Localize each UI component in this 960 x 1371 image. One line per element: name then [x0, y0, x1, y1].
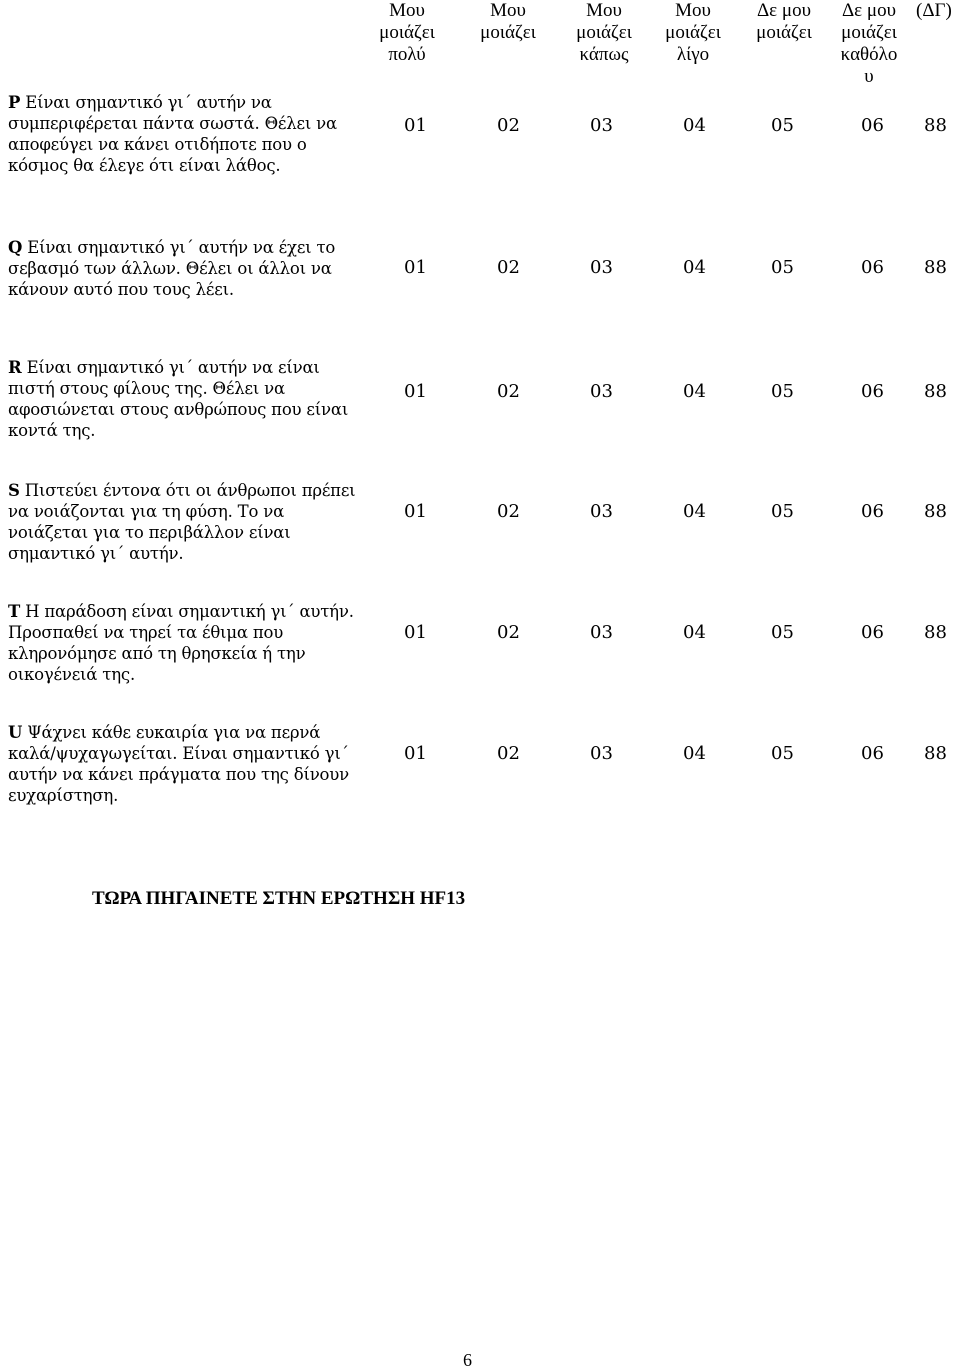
code-06[interactable]: 06	[861, 743, 884, 764]
code-06[interactable]: 06	[861, 257, 884, 278]
code-01[interactable]: 01	[404, 501, 427, 522]
question-text: Η παράδοση είναι σημαντική γι΄ αυτήν. Προσπαθεί να τηρεί τα έθιμα που κληρονόμησε από τη θρησκεία ή την οικογένειά της.	[8, 602, 354, 684]
code-02[interactable]: 02	[497, 257, 520, 278]
response-codes-u	[0, 742, 960, 766]
header-col-a-little-like-me	[655, 0, 731, 66]
response-codes-r	[0, 380, 960, 404]
code-88[interactable]: 88	[924, 115, 947, 136]
question-text: Είναι σημαντικό γι΄ αυτήν να συμπεριφέρεται πάντα σωστά. Θέλει να αποφεύγει να κάνει οτιδήποτε που ο κόσμος θα έλεγε ότι είναι λάθος.	[8, 93, 337, 175]
code-01[interactable]: 01	[404, 381, 427, 402]
header-text: υ	[864, 66, 874, 87]
code-02[interactable]: 02	[497, 622, 520, 643]
code-01[interactable]: 01	[404, 743, 427, 764]
code-02[interactable]: 02	[497, 381, 520, 402]
page-number: 6	[463, 1350, 472, 1370]
code-04[interactable]: 04	[683, 501, 706, 522]
response-codes-p	[0, 114, 960, 138]
header-text: Μου	[675, 0, 711, 21]
header-text: Δε μου	[756, 0, 812, 21]
code-05[interactable]: 05	[771, 115, 794, 136]
code-03[interactable]: 03	[590, 501, 613, 522]
code-04[interactable]: 04	[683, 257, 706, 278]
code-03[interactable]: 03	[590, 743, 613, 764]
header-text: κάπως	[579, 44, 629, 65]
header-text: Δε μου	[841, 0, 897, 21]
code-88[interactable]: 88	[924, 743, 947, 764]
code-03[interactable]: 03	[590, 257, 613, 278]
header-text: Μου	[490, 0, 526, 21]
code-05[interactable]: 05	[771, 257, 794, 278]
header-text: Μου	[389, 0, 425, 21]
response-codes-s	[0, 500, 960, 524]
code-04[interactable]: 04	[683, 622, 706, 643]
question-letter: P	[8, 93, 21, 112]
header-col-like-me	[470, 0, 546, 44]
code-02[interactable]: 02	[497, 501, 520, 522]
code-88[interactable]: 88	[924, 622, 947, 643]
response-codes-q	[0, 256, 960, 280]
code-04[interactable]: 04	[683, 381, 706, 402]
header-text: μοιάζει	[480, 22, 536, 43]
code-06[interactable]: 06	[861, 115, 884, 136]
code-88[interactable]: 88	[924, 381, 947, 402]
question-text: Είναι σημαντικό γι΄ αυτήν να είναι πιστή στους φίλους της. Θέλει να αφοσιώνεται στους ανθρώπους που είναι κοντά της.	[8, 358, 349, 440]
code-88[interactable]: 88	[924, 501, 947, 522]
header-col-dont-know	[916, 0, 960, 22]
response-codes-t	[0, 621, 960, 645]
header-text: μοιάζει	[841, 22, 897, 43]
question-letter: Q	[8, 238, 23, 257]
question-text: Πιστεύει έντονα ότι οι άνθρωποι πρέπει να νοιάζονται για τη φύση. Το να νοιάζεται για το περιβάλλον είναι σημαντικό γι΄ αυτήν.	[8, 481, 356, 563]
code-88[interactable]: 88	[924, 257, 947, 278]
code-04[interactable]: 04	[683, 115, 706, 136]
header-col-not-like-me-at-all	[832, 0, 906, 88]
question-text: Ψάχνει κάθε ευκαιρία για να περνά καλά/ψυχαγωγείται. Είναι σημαντικό γι΄ αυτήν να κάνει πράγματα που της δίνουν ευχαρίστηση.	[8, 723, 349, 805]
code-01[interactable]: 01	[404, 622, 427, 643]
code-02[interactable]: 02	[497, 115, 520, 136]
header-text: μοιάζει	[665, 22, 721, 43]
code-06[interactable]: 06	[861, 622, 884, 643]
code-05[interactable]: 05	[771, 381, 794, 402]
header-text: πολύ	[388, 44, 426, 65]
code-04[interactable]: 04	[683, 743, 706, 764]
header-text: λίγο	[676, 44, 710, 65]
code-03[interactable]: 03	[590, 622, 613, 643]
question-letter: U	[8, 723, 23, 742]
question-letter: S	[8, 481, 20, 500]
header-text: (ΔΓ)	[916, 0, 952, 21]
header-col-very-much-like-me	[372, 0, 442, 66]
code-05[interactable]: 05	[771, 622, 794, 643]
header-text: μοιάζει	[756, 22, 812, 43]
code-01[interactable]: 01	[404, 257, 427, 278]
header-text: Μου	[586, 0, 622, 21]
code-03[interactable]: 03	[590, 115, 613, 136]
header-text: καθόλο	[840, 44, 898, 65]
header-text: μοιάζει	[576, 22, 632, 43]
question-letter: R	[8, 358, 22, 377]
header-col-not-like-me	[742, 0, 826, 44]
code-06[interactable]: 06	[861, 381, 884, 402]
header-col-somewhat-like-me	[566, 0, 642, 66]
code-06[interactable]: 06	[861, 501, 884, 522]
question-letter: T	[8, 602, 21, 621]
header-text: μοιάζει	[379, 22, 435, 43]
code-03[interactable]: 03	[590, 381, 613, 402]
question-text: Είναι σημαντικό γι΄ αυτήν να έχει το σεβασμό των άλλων. Θέλει οι άλλοι να κάνουν αυτό που τους λέει.	[8, 238, 336, 299]
goto-instruction: ΤΩΡΑ ΠΗΓΑΙΝΕΤΕ ΣΤΗΝ ΕΡΩΤΗΣΗ HF13	[92, 888, 466, 909]
code-05[interactable]: 05	[771, 743, 794, 764]
code-02[interactable]: 02	[497, 743, 520, 764]
code-01[interactable]: 01	[404, 115, 427, 136]
code-05[interactable]: 05	[771, 501, 794, 522]
